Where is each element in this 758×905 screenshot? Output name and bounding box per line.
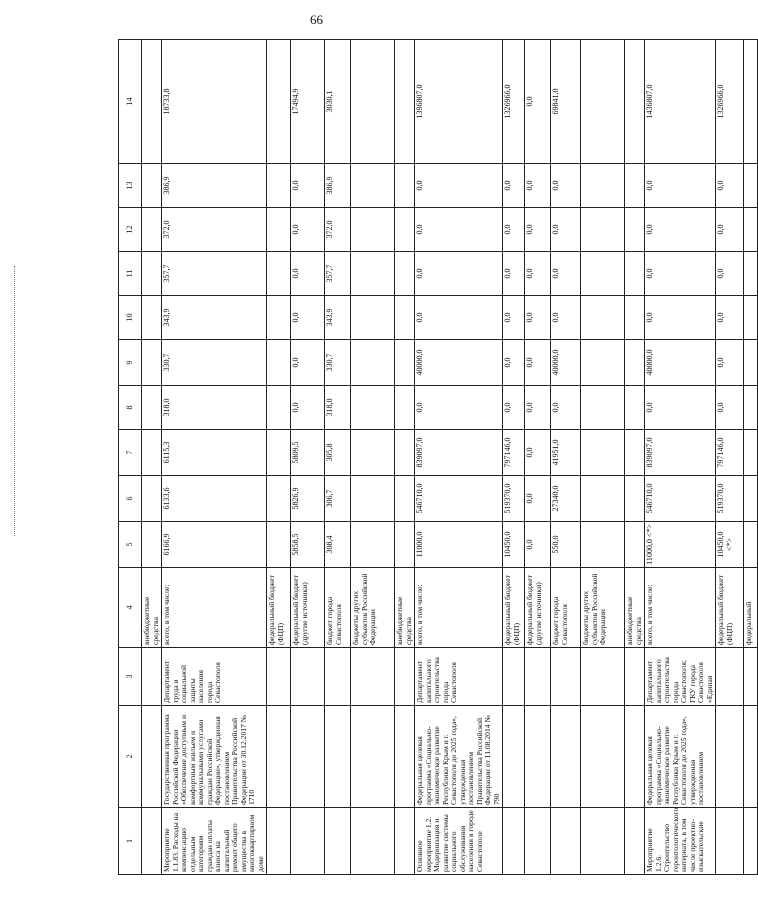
table-cell-text (291, 706, 325, 808)
table-cell-value (267, 252, 291, 296)
table-cell-text (625, 648, 645, 706)
table-cell-text: бюджет города Севастополя (325, 568, 351, 648)
col-header: 12 (119, 208, 142, 252)
table-cell-text (142, 706, 162, 808)
table-cell-text (716, 706, 744, 808)
table-cell-value: 343,9 (162, 296, 267, 340)
table-row (415, 40, 503, 875)
table-row (395, 40, 415, 875)
table-cell-text: внебюджетные средства (395, 568, 415, 648)
table-row (351, 40, 395, 875)
table-cell-value: 0,0 (645, 208, 716, 252)
table-cell-text (625, 808, 645, 875)
table-cell-value (625, 296, 645, 340)
table-cell-value: 0,0 (525, 296, 551, 340)
header-row (119, 40, 142, 875)
table-row (625, 40, 645, 875)
table-cell-text: федеральный бюджет (другие источники) (525, 568, 551, 648)
table-cell-value (142, 386, 162, 430)
table-cell-value: 1396807,0 (415, 40, 503, 164)
table-cell-text (142, 648, 162, 706)
table-cell-text (351, 808, 395, 875)
table-cell-value (581, 430, 625, 476)
table-cell-value (351, 430, 395, 476)
table-cell-text: бюджеты других субъектов Российской Федерации (581, 568, 625, 648)
table-cell-value (351, 522, 395, 568)
table-cell-text (716, 808, 744, 875)
table-cell-value: 10450,0 (503, 522, 525, 568)
col-header: 6 (119, 476, 142, 522)
table-cell-text (291, 808, 325, 875)
table-cell-text: федеральный (744, 568, 758, 648)
table-cell-value: 69841,0 (551, 40, 581, 164)
table-cell-value: 0,0 (291, 296, 325, 340)
table-cell-text (325, 648, 351, 706)
table-cell-value (744, 296, 758, 340)
table-cell-value (142, 522, 162, 568)
table-row (325, 40, 351, 875)
table-cell-value: 0,0 (525, 430, 551, 476)
table-cell-value: 0,0 (551, 252, 581, 296)
table-cell-text: Основное мероприятие 1.2. Модернизация и развитие системы социального обслуживания населения в городе Севастополе (415, 808, 503, 875)
table-cell-value: 0,0 (291, 208, 325, 252)
table-cell-text: Департамент капитального строительства города Севастополя (415, 648, 503, 706)
table-cell-text (551, 808, 581, 875)
col-header: 11 (119, 252, 142, 296)
table-cell-text (503, 808, 525, 875)
table-cell-value: 0,0 (415, 296, 503, 340)
table-cell-value: 6166,9 (162, 522, 267, 568)
table-cell-value (267, 386, 291, 430)
table-cell-value (581, 340, 625, 386)
table-cell-value: 306,7 (325, 476, 351, 522)
table-cell-value: 372,0 (325, 208, 351, 252)
table-cell-text (581, 648, 625, 706)
table-cell-value: 357,7 (162, 252, 267, 296)
table-cell-text (525, 648, 551, 706)
table-cell-value: 0,0 (291, 164, 325, 208)
table-cell-value: 0,0 (415, 208, 503, 252)
table-cell-value (351, 296, 395, 340)
table-cell-value (581, 164, 625, 208)
table-cell-value: 318,0 (325, 386, 351, 430)
table-cell-text (744, 808, 758, 875)
table-cell-value (625, 164, 645, 208)
table-cell-text: Департамент капитального строительства города Севастополя; ГКУ города Севастополя «Единая (645, 648, 716, 706)
table-cell-value (581, 476, 625, 522)
table-cell-value (267, 340, 291, 386)
table-cell-value (395, 386, 415, 430)
table-cell-value: 0,0 (503, 340, 525, 386)
table-cell-text (503, 648, 525, 706)
table-cell-value (395, 476, 415, 522)
table-cell-value: 0,0 (503, 252, 525, 296)
table-cell-value (267, 164, 291, 208)
table-cell-value: 0,0 (645, 164, 716, 208)
table-cell-value (744, 386, 758, 430)
table-cell-value: 0,0 (645, 296, 716, 340)
table-cell-text (551, 648, 581, 706)
table-cell-value (142, 476, 162, 522)
table-cell-value: 40000,0 (645, 340, 716, 386)
table-cell-text: внебюджетные средства (142, 568, 162, 648)
col-header: 9 (119, 340, 142, 386)
col-header: 5 (119, 522, 142, 568)
table-cell-text: бюджет города Севастополя (551, 568, 581, 648)
table-cell-value: 0,0 (415, 252, 503, 296)
table-cell-value: 0,0 (503, 386, 525, 430)
table-cell-value (744, 430, 758, 476)
table-cell-text (744, 706, 758, 808)
table-cell-value: 546710,0 (415, 476, 503, 522)
col-header: 2 (119, 706, 142, 808)
table-cell-value (142, 252, 162, 296)
table-cell-value (395, 296, 415, 340)
table-cell-value: 0,0 (291, 386, 325, 430)
table-cell-value (351, 340, 395, 386)
rotated-page-content (118, 40, 753, 875)
table-row (162, 40, 267, 875)
table-cell-value: 357,7 (325, 252, 351, 296)
table-cell-value (395, 208, 415, 252)
table-cell-value: 17494,9 (291, 40, 325, 164)
table-cell-text: федеральный бюджет (ФЦП) (503, 568, 525, 648)
table-cell-value: 5809,5 (291, 430, 325, 476)
table-row (581, 40, 625, 875)
table-cell-value: 0,0 (645, 252, 716, 296)
table-cell-value (351, 164, 395, 208)
table-cell-value (142, 164, 162, 208)
table-cell-value: 41951,0 (551, 430, 581, 476)
table-cell-value: 0,0 (525, 476, 551, 522)
table-cell-text (291, 648, 325, 706)
budget-table (118, 39, 758, 875)
table-cell-text: бюджеты других субъектов Российской Федерации (351, 568, 395, 648)
table-cell-value: 519370,0 (503, 476, 525, 522)
table-cell-value: 0,0 (525, 252, 551, 296)
table-cell-value (142, 40, 162, 164)
table-cell-value (142, 208, 162, 252)
scan-margin-mark (14, 266, 19, 536)
table-cell-value (351, 386, 395, 430)
table-cell-text: Мероприятие 1.1.83. Расходы на компенсацию отдельным категориям граждан оплаты взноса на капитальный ремонт общего имущества в многоквартирном доме (162, 808, 267, 875)
table-cell-value: 0,0 (503, 296, 525, 340)
table-cell-value: 0,0 (503, 208, 525, 252)
table-cell-text: федеральный бюджет (ФЦП) (267, 568, 291, 648)
table-cell-value: 0,0 (525, 208, 551, 252)
col-header: 1 (119, 808, 142, 875)
col-header: 3 (119, 648, 142, 706)
table-cell-value (625, 40, 645, 164)
table-cell-value (351, 252, 395, 296)
table-cell-value: 0,0 (503, 164, 525, 208)
table-cell-value: 797146,0 (503, 430, 525, 476)
table-row (503, 40, 525, 875)
table-cell-value: 330,7 (162, 340, 267, 386)
table-cell-text (395, 706, 415, 808)
table-cell-text (325, 706, 351, 808)
page-number: 66 (310, 12, 323, 27)
table-cell-value: 0,0 (415, 386, 503, 430)
table-cell-text: всего, в том числе: (415, 568, 503, 648)
table-cell-value: 11000,0 <*> (645, 522, 716, 568)
table-cell-value: 797146,0 (716, 430, 744, 476)
table-cell-text: Департамент труда и социальной защиты населения города Севастополя (162, 648, 267, 706)
table-cell-value (395, 252, 415, 296)
table-cell-value: 18733,8 (162, 40, 267, 164)
table-row (645, 40, 716, 875)
table-cell-value: 1326966,0 (503, 40, 525, 164)
table-cell-value: 0,0 (525, 164, 551, 208)
table-cell-value (267, 208, 291, 252)
table-cell-text: Федеральная целевая программа «Социально-экономическое развитие Республики Крым и г. Севастополя до 2025 года», утвержденная постановлением Правительства Российской Федерации от 11.08.2014 № 790 (415, 706, 503, 808)
table-cell-value (625, 522, 645, 568)
table-cell-text (525, 808, 551, 875)
table-cell-value: 0,0 (716, 208, 744, 252)
table-cell-value (395, 340, 415, 386)
table-cell-text (267, 808, 291, 875)
table-cell-text (351, 706, 395, 808)
table-cell-value (142, 340, 162, 386)
table-cell-value: 0,0 (291, 340, 325, 386)
col-header: 7 (119, 430, 142, 476)
table-cell-value (351, 40, 395, 164)
table-cell-value (395, 164, 415, 208)
table-cell-value (267, 430, 291, 476)
table-cell-value: 839097,0 (645, 430, 716, 476)
col-header: 14 (119, 40, 142, 164)
table-cell-value: 40000,0 (551, 340, 581, 386)
table-cell-value: 0,0 (645, 386, 716, 430)
table-cell-value (395, 430, 415, 476)
table-cell-text: федеральный бюджет (другие источники) (291, 568, 325, 648)
table-cell-value: 11000,0 (415, 522, 503, 568)
table-cell-value: 330,7 (325, 340, 351, 386)
table-row (267, 40, 291, 875)
table-cell-value (395, 40, 415, 164)
table-row (551, 40, 581, 875)
table-row (291, 40, 325, 875)
col-header: 8 (119, 386, 142, 430)
table-cell-value: 386,9 (162, 164, 267, 208)
table-cell-value (744, 522, 758, 568)
table-cell-value: 308,4 (325, 522, 351, 568)
table-cell-value (744, 340, 758, 386)
table-cell-value: 0,0 (291, 252, 325, 296)
table-cell-value: 5826,9 (291, 476, 325, 522)
table-cell-value: 1326966,0 (716, 40, 744, 164)
table-cell-text: Государственная программа Российской Федерации «Обеспечение доступным и комфортным жильем и коммунальными услугами граждан Российской Федерации», утвержденная постановлением Правительства Российской Федерации от 30.12.2017 № 1710 (162, 706, 267, 808)
table-cell-text: всего, в том числе: (645, 568, 716, 648)
table-cell-value: 1436807,0 (645, 40, 716, 164)
table-cell-value (581, 522, 625, 568)
table-cell-value: 40000,0 (415, 340, 503, 386)
table-cell-value (142, 430, 162, 476)
table-cell-value: 386,9 (325, 164, 351, 208)
table-cell-value: 550,0 (551, 522, 581, 568)
table-cell-text (503, 706, 525, 808)
table-cell-text (395, 648, 415, 706)
table-cell-text (267, 706, 291, 808)
table-cell-text (744, 648, 758, 706)
table-cell-value (625, 208, 645, 252)
table-row (525, 40, 551, 875)
table-cell-value (351, 208, 395, 252)
table-cell-value (267, 40, 291, 164)
table-cell-text: всего, в том числе: (162, 568, 267, 648)
table-cell-text (716, 648, 744, 706)
table-cell-value: 0,0 (525, 340, 551, 386)
table-cell-text (351, 648, 395, 706)
table-cell-value (581, 252, 625, 296)
table-cell-value: 27340,0 (551, 476, 581, 522)
table-cell-text (581, 706, 625, 808)
table-cell-value: 0,0 (716, 386, 744, 430)
table-cell-value (581, 386, 625, 430)
table-cell-text: федеральный бюджет (ФЦП) (716, 568, 744, 648)
table-cell-value (744, 476, 758, 522)
table-cell-value (744, 208, 758, 252)
table-cell-value (581, 40, 625, 164)
table-cell-value: 0,0 (525, 40, 551, 164)
table-cell-value: 6133,6 (162, 476, 267, 522)
table-cell-value: 519370,0 (716, 476, 744, 522)
table-cell-value: 0,0 (716, 296, 744, 340)
table-cell-text (395, 808, 415, 875)
col-header: 13 (119, 164, 142, 208)
col-header: 4 (119, 568, 142, 648)
table-row (716, 40, 744, 875)
table-cell-value (581, 296, 625, 340)
table-cell-value (267, 296, 291, 340)
table-cell-value: 0,0 (551, 386, 581, 430)
table-cell-value: 318,0 (162, 386, 267, 430)
col-header: 10 (119, 296, 142, 340)
table-cell-value: 0,0 (716, 164, 744, 208)
table-cell-value: 0,0 (716, 252, 744, 296)
table-cell-value (267, 476, 291, 522)
table-cell-value: 10450,0 <*> (716, 522, 744, 568)
table-cell-value: 0,0 (525, 386, 551, 430)
table-cell-value (351, 476, 395, 522)
table-cell-value: 839097,0 (415, 430, 503, 476)
table-row (744, 40, 758, 875)
table-cell-value: 0,0 (551, 296, 581, 340)
table-cell-value: 0,0 (415, 164, 503, 208)
table-cell-text (625, 706, 645, 808)
table-cell-value: 0,0 (525, 522, 551, 568)
table-cell-text: внебюджетные средства (625, 568, 645, 648)
table-cell-value (625, 340, 645, 386)
table-cell-value (744, 40, 758, 164)
table-cell-value: 5858,5 (291, 522, 325, 568)
table-cell-value: 6115,3 (162, 430, 267, 476)
table-cell-value (744, 164, 758, 208)
table-cell-value: 0,0 (716, 340, 744, 386)
table-cell-value (267, 522, 291, 568)
table-cell-value: 3030,1 (325, 40, 351, 164)
table-cell-text (325, 808, 351, 875)
table-cell-value (625, 430, 645, 476)
table-cell-text (581, 808, 625, 875)
table-cell-value (625, 252, 645, 296)
table-cell-text: Мероприятие 1.2.6. Строительство геронтологического интерната, в том числе проектно-изыскательские (645, 808, 716, 875)
table-cell-value: 372,0 (162, 208, 267, 252)
table-cell-text: Федеральная целевая программа «Социально-экономическое развитие Республики Крым и г. Севастополя до 2025 года», утвержденная постановлением (645, 706, 716, 808)
table-cell-text (525, 706, 551, 808)
table-cell-value: 0,0 (551, 208, 581, 252)
table-cell-value (625, 476, 645, 522)
table-row (142, 40, 162, 875)
table-cell-text (142, 808, 162, 875)
table-cell-text (267, 648, 291, 706)
table-cell-value: 546710,0 (645, 476, 716, 522)
table-cell-text (551, 706, 581, 808)
table-cell-value (744, 252, 758, 296)
table-cell-value: 305,8 (325, 430, 351, 476)
table-body (142, 40, 758, 875)
table-cell-value (625, 386, 645, 430)
table-cell-value: 343,9 (325, 296, 351, 340)
table-cell-value (581, 208, 625, 252)
table-cell-value: 0,0 (551, 164, 581, 208)
table-cell-value (395, 522, 415, 568)
table-cell-value (142, 296, 162, 340)
